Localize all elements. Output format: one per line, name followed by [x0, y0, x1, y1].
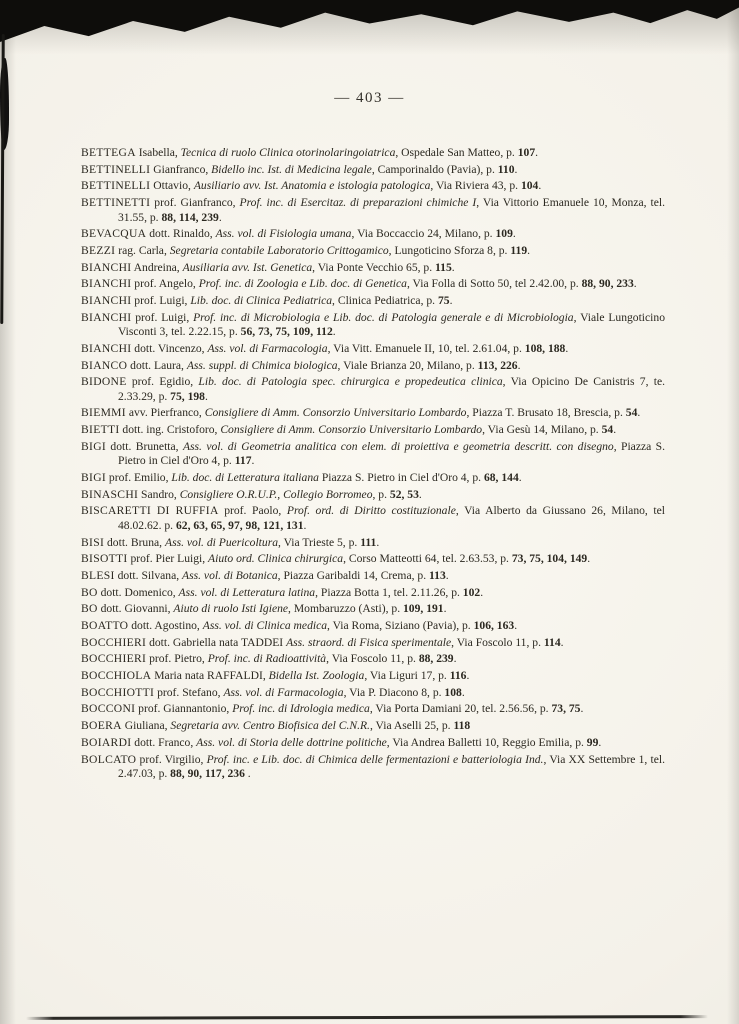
entry-text: . [512, 227, 516, 241]
page-numbers: 108 [444, 685, 462, 699]
entry-text: Maria nata RAFFALDI, [151, 669, 269, 683]
person-role: Prof. inc. e Lib. doc. di Chimica delle fermentazioni e batteriologia Ind. [206, 752, 544, 766]
entry-text: dott. Franco, [131, 735, 197, 749]
entry-text: . [480, 585, 484, 599]
directory-entry [81, 146, 665, 161]
person-name: BINASCHI [81, 487, 139, 501]
directory-entry [81, 686, 665, 701]
person-name: BETTINELLI [81, 162, 151, 176]
page-numbers: 88, 90, 233 [581, 277, 634, 291]
page-numbers: 52, 53 [389, 487, 419, 501]
directory-entry [81, 471, 665, 486]
entry-text: , Ospedale San Matteo, p. [395, 146, 518, 159]
entry-text: , Via Boccaccio 24, Milano, p. [351, 227, 496, 241]
person-role: Prof. inc. di Radioattività [207, 652, 327, 666]
page-numbers: 104 [520, 179, 539, 193]
person-role: Prof. ord. di Diritto costituzionale [286, 504, 456, 518]
person-name: BIANCHI [81, 310, 132, 324]
entry-text: . [527, 243, 531, 257]
person-name: BOCCONI [81, 702, 136, 716]
entry-text: dott. Silvana, [114, 568, 183, 582]
entry-text: prof. Egidio, [126, 375, 199, 389]
person-role: Tecnica di ruolo Clinica otorinolaringoiatrica [180, 146, 396, 159]
entry-text: , Via Trieste 5, p. [278, 535, 361, 549]
directory-entry [81, 552, 665, 567]
person-name: BIEMMI [81, 406, 126, 420]
person-role: Ass. vol. di Farmacologia [207, 341, 328, 355]
person-role: Segretaria contabile Laboratorio Crittogamico [169, 243, 389, 257]
page-numbers: 109, 191 [403, 602, 444, 616]
person-name: BIETTI [81, 423, 120, 437]
page-numbers: 102 [462, 585, 481, 599]
entry-text: Gianfranco, [150, 162, 212, 176]
directory-entry [81, 406, 665, 421]
person-name: BOLCATO [81, 752, 137, 766]
page-numbers: 109 [495, 227, 513, 241]
person-name: BOERA [81, 719, 122, 733]
entry-text: . [303, 518, 307, 532]
directory-entry [81, 179, 665, 194]
person-name: BO [81, 585, 98, 599]
entry-text: prof. Emilio, [106, 471, 172, 484]
page-numbers: 54 [625, 406, 638, 420]
person-role: Consigliere di Amm. Consorzio Universitario Lombardo [220, 423, 483, 437]
entry-text: prof. Giannantonio, [135, 702, 233, 716]
entry-text: , Via Folla di Sotto 50, tel 2.42.00, p. [406, 277, 582, 291]
entry-text: . [565, 341, 569, 355]
entry-text: . [251, 454, 255, 468]
scan-shadow-right [727, 0, 739, 1024]
entry-text: , Via Andrea Balletti 10, Reggio Emilia, p. [386, 735, 587, 749]
person-name: BIANCHI [81, 260, 132, 274]
entry-text: , Via Foscolo 11, p. [326, 652, 419, 666]
entry-text: . [451, 260, 455, 274]
entry-text: . [445, 568, 449, 582]
entry-text: . [418, 487, 422, 501]
person-role: Aiuto ord. Clinica chirurgica [208, 552, 344, 566]
entry-text: . [587, 552, 591, 566]
entry-text: , Via XX Settembre 1, tel. 2.47.03, p. [118, 752, 665, 780]
person-name: BISI [81, 535, 105, 549]
directory-entry [81, 504, 665, 533]
directory-entry [81, 536, 665, 551]
person-name: BIANCHI [81, 341, 132, 355]
entry-text: dott. Gabriella nata TADDEI [146, 635, 287, 649]
person-name: BOCCHIERI [81, 652, 147, 666]
directory-entry [81, 736, 665, 751]
directory-entry [81, 569, 665, 584]
person-role: Ausiliario avv. Ist. Anatomia e istologia patologica [193, 179, 431, 193]
entry-text: . [443, 602, 447, 616]
entry-text: dott. ing. Cristoforo, [119, 423, 221, 437]
person-role: Ass. vol. di Clinica medica [202, 619, 328, 632]
page-numbers: 108, 188 [524, 341, 566, 355]
entry-text: dott. Rinaldo, [146, 227, 216, 241]
person-name: BOCCHIOTTI [81, 685, 155, 699]
entry-text: dott. Agostino, [128, 619, 203, 632]
person-role: Ass. vol. di Storia delle dottrine politiche [196, 735, 387, 749]
person-role: Ass. vol. di Farmacologia [223, 685, 344, 699]
entry-text: prof. Angelo, [131, 277, 199, 291]
person-role: Prof. inc. di Zoologia e Lib. doc. di Genetica [198, 277, 407, 291]
entry-text: dott. Giovanni, [97, 602, 174, 616]
entry-text: . [517, 358, 521, 372]
directory-entry [81, 652, 665, 667]
entry-text: , Clinica Pediatrica, p. [332, 294, 438, 307]
page-numbers: 54 [601, 423, 614, 437]
entry-text: Sandro, [138, 487, 180, 501]
entry-text: dott. Laura, [127, 358, 187, 372]
person-name: BETTEGA [81, 146, 136, 159]
entry-text: , Piazza Garibaldi 14, Crema, p. [277, 568, 429, 582]
person-role: Segretaria avv. Centro Biofisica del C.N.R. [170, 719, 370, 733]
entry-text: dott. Vincenzo, [131, 341, 208, 355]
directory-entry [81, 702, 665, 717]
person-role: Bidello inc. Ist. di Medicina legale [211, 162, 372, 176]
directory-entry [81, 602, 665, 617]
person-role: Consigliere O.R.U.P., Collegio Borromeo [179, 487, 373, 501]
person-name: BIANCHI [81, 277, 132, 291]
entry-text: , Via Vittorio Emanuele 10, Monza, tel. 31.55, p. [118, 196, 665, 224]
person-name: BEZZI [81, 243, 116, 257]
page-numbers: 115 [435, 260, 452, 274]
entry-text: dott. Bruna, [104, 535, 165, 549]
entry-text: , Via Roma, Siziano (Pavia), p. [327, 619, 474, 632]
directory-entry [81, 359, 665, 374]
page-numbers: 118 [453, 719, 471, 733]
entry-text: . [244, 767, 251, 780]
person-name: BIDONE [81, 375, 127, 389]
person-role: Prof. inc. di Idrologia medica [232, 702, 370, 716]
directory-entry [81, 277, 665, 292]
entry-text: , Corso Matteotti 64, tel. 2.63.53, p. [343, 552, 512, 566]
entry-text: , Via Liguri 17, p. [364, 669, 450, 683]
person-role: Lib. doc. di Letteratura italiana [171, 471, 319, 484]
entry-text: , Piazza Botta 1, tel. 2.11.26, p. [315, 585, 463, 599]
person-name: BIANCO [81, 358, 128, 372]
person-role: Ass. vol. di Botanica [182, 568, 278, 582]
person-name: BISOTTI [81, 552, 128, 566]
person-role: Bidella Ist. Zoologia [268, 669, 365, 683]
page-numbers: 117 [234, 454, 252, 468]
page-numbers: 114 [543, 635, 561, 649]
person-role: Consigliere di Amm. Consorzio Universitario Lombardo [204, 406, 467, 420]
entry-text: , Mombaruzzo (Asti), p. [288, 602, 403, 616]
entry-text: prof. Luigi, [131, 310, 194, 324]
directory-entry [81, 423, 665, 438]
directory-entries [81, 146, 665, 784]
directory-entry [81, 311, 665, 340]
person-role: Lib. doc. di Patologia spec. chirurgica e propedeutica clinica [198, 375, 503, 389]
directory-entry [81, 342, 665, 357]
entry-text: rag. Carla, [115, 243, 170, 257]
person-role: Ass. vol. di Fisiologia umana [215, 227, 352, 241]
directory-entry [81, 619, 665, 634]
person-name: BISCARETTI DI RUFFIA [81, 504, 219, 518]
directory-entry [81, 586, 665, 601]
page-numbers: 88, 114, 239 [161, 210, 219, 224]
entry-text: . [461, 685, 465, 699]
scan-artifact-bottom-edge [26, 1015, 708, 1019]
entry-text: , Viale Lungoticino Visconti 3, tel. 2.22.15, p. [118, 310, 665, 339]
person-role: Ass. straord. di Fisica sperimentale [286, 635, 452, 649]
entry-text: . [332, 325, 336, 339]
page-numbers: 113, 226 [477, 358, 518, 372]
entry-text: . [633, 277, 637, 291]
entry-text: , Via Gesù 14, Milano, p. [482, 423, 602, 437]
page-numbers: 110 [497, 162, 515, 176]
directory-entry [81, 163, 665, 178]
page-numbers: 62, 63, 65, 97, 98, 121, 131 [175, 518, 304, 532]
person-role: Lib. doc. di Clinica Pediatrica [190, 294, 333, 307]
page-numbers: 73, 75, 104, 149 [511, 552, 588, 566]
entry-text: . [218, 210, 222, 224]
person-role: Ass. vol. di Geometria analitica con elem. di proiettiva e geometria descritt. con disegno [182, 439, 614, 453]
page-numbers: 99 [586, 735, 599, 749]
entry-text: . [466, 669, 470, 683]
directory-entry [81, 294, 665, 309]
entry-text: . [449, 294, 453, 307]
entry-text: , Via Foscolo 11, p. [451, 635, 544, 649]
directory-entry [81, 488, 665, 503]
entry-text: prof. Pier Luigi, [127, 552, 209, 566]
person-role: Ass. vol. di Puericoltura [164, 535, 279, 549]
person-role: Ausiliaria avv. Ist. Genetica [182, 260, 313, 274]
entry-text: , Via Aselli 25, p. [369, 719, 454, 733]
entry-text: prof. Gianfranco, [150, 196, 240, 210]
directory-entry [81, 669, 665, 684]
person-role: Prof. inc. di Microbiologia e Lib. doc. di Patologia generale e di Microbiologia [193, 310, 574, 324]
entry-text: . [580, 702, 584, 716]
page-numbers: 88, 90, 117, 236 [170, 767, 245, 780]
entry-text: , Piazza S. Pietro in Ciel d'Oro 4, p. [118, 439, 665, 468]
directory-entry [81, 375, 665, 404]
directory-entry [81, 244, 665, 259]
person-name: BIANCHI [81, 294, 132, 307]
entry-text: , Camporinaldo (Pavia), p. [371, 162, 498, 176]
entry-text: , Piazza T. Brusato 18, Brescia, p. [466, 406, 626, 420]
entry-text: prof. Virgilio, [136, 752, 207, 766]
person-role: Aiuto di ruolo Isti Igiene [173, 602, 289, 616]
page-numbers: 111 [360, 535, 377, 549]
entry-text: . [598, 735, 602, 749]
entry-text: . [613, 423, 617, 437]
directory-entry [81, 227, 665, 242]
person-name: BETTINELLI [81, 179, 151, 193]
page-numbers: 75 [437, 294, 450, 307]
person-name: BO [81, 602, 98, 616]
entry-text: . [637, 406, 641, 420]
person-role: Prof. inc. di Esercitaz. di preparazioni chimiche I [239, 196, 477, 210]
directory-entry [81, 196, 665, 225]
entry-text: . [538, 179, 542, 193]
person-name: BETTINETTI [81, 196, 151, 210]
person-name: BOCCHIERI [81, 635, 147, 649]
page-numbers: 116 [449, 669, 467, 683]
entry-text: dott. Brunetta, [106, 439, 183, 453]
page-numbers: 107 [517, 146, 536, 159]
page-numbers: 75, 198 [170, 389, 205, 403]
directory-entry [81, 753, 665, 782]
entry-text: Andreina, [131, 260, 183, 274]
person-name: BIGI [81, 439, 107, 453]
entry-text: , Via Alberto da Giussano 26, Milano, tel 48.02.62. p. [118, 504, 665, 532]
entry-text: avv. Pierfranco, [125, 406, 205, 420]
entry-text: , Via Riviera 43, p. [430, 179, 521, 193]
person-name: BOCCHIOLA [81, 669, 152, 683]
person-name: BLESI [81, 568, 115, 582]
entry-text: . [376, 535, 380, 549]
scan-artifact-top-edge [0, 0, 739, 42]
page-numbers: 119 [510, 243, 528, 257]
entry-text: , Viale Brianza 20, Milano, p. [337, 358, 478, 372]
entry-text: , p. [372, 487, 390, 501]
entry-text: . [453, 652, 457, 666]
directory-entry [81, 440, 665, 469]
entry-text: Ottavio, [150, 179, 194, 193]
entry-text: prof. Pietro, [146, 652, 208, 666]
person-name: BOATTO [81, 619, 129, 632]
entry-text: , Via P. Diacono 8, p. [343, 685, 445, 699]
entry-text: . [204, 389, 208, 403]
entry-text: . [514, 162, 518, 176]
entry-text: . [560, 635, 564, 649]
entry-text: Piazza S. Pietro in Ciel d'Oro 4, p. [318, 471, 484, 484]
entry-text: prof. Paolo, [218, 504, 287, 518]
person-name: BIGI [81, 471, 107, 484]
entry-text: . [518, 471, 522, 484]
person-name: BOIARDI [81, 735, 132, 749]
entry-text: Giuliana, [121, 719, 171, 733]
entry-text: Isabella, [135, 146, 181, 159]
entry-text: , Via Opicino De Canistris 7, te. 2.33.29, p. [118, 375, 665, 403]
page-numbers: 56, 73, 75, 109, 112 [240, 325, 333, 339]
page-numbers: 88, 239 [418, 652, 454, 666]
directory-entry [81, 636, 665, 651]
page-numbers: 73, 75 [551, 702, 581, 716]
person-role: Ass. vol. di Letteratura latina [178, 585, 316, 599]
person-name: BEVACQUA [81, 227, 147, 241]
page-numbers: 106, 163 [473, 619, 515, 632]
person-role: Ass. suppl. di Chimica biologica [186, 358, 338, 372]
directory-entry [81, 261, 665, 276]
entry-text: prof. Luigi, [131, 294, 191, 307]
entry-text: prof. Stefano, [154, 685, 224, 699]
scan-artifact-left-edge [0, 34, 5, 324]
entry-text: dott. Domenico, [97, 585, 179, 599]
entry-text: . [514, 619, 518, 632]
page-numbers: 113 [429, 568, 446, 582]
entry-text: , Via Vitt. Emanuele II, 10, tel. 2.61.04, p. [327, 341, 525, 355]
page-numbers: 68, 144 [483, 471, 519, 484]
entry-text: , Via Ponte Vecchio 65, p. [312, 260, 436, 274]
entry-text: , Lungoticino Sforza 8, p. [388, 243, 511, 257]
page-number: — 403 — [334, 90, 405, 106]
entry-text: , Via Porta Damiani 20, tel. 2.56.56, p. [369, 702, 552, 716]
directory-entry [81, 719, 665, 734]
entry-text: . [535, 146, 539, 159]
